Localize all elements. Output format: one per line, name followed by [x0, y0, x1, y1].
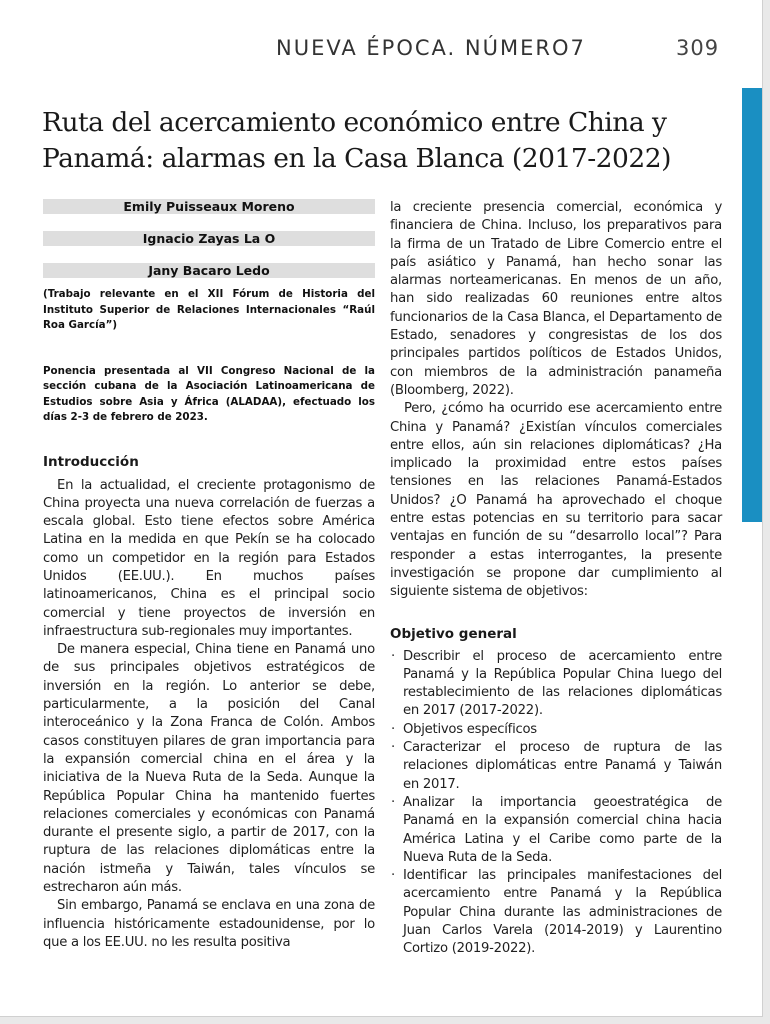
- bullet-marker: ·: [391, 721, 395, 737]
- bullet-marker: ·: [391, 794, 395, 810]
- body-paragraph: la creciente presencia comercial, económica y financiera de China. Incluso, los preparativos para la firma de un Tratado de Libre Comercio entre el país asiático y Panamá, han hecho sonar las alarmas norteamericanas. En menos de un año, han sido realizadas 60 reuniones entre altos funcionarios de la Casa Blanca, el Departamento de Estado, senadores y congresistas de los dos principales partidos políticos de Estados Unidos, con miembros de la administración panameña (Bloomberg, 2022).: [390, 200, 722, 398]
- author-name: Ignacio Zayas La O: [43, 231, 375, 246]
- page-number: 309: [676, 36, 720, 60]
- objective-item: [390, 648, 722, 721]
- objective-text: Analizar la importancia geoestratégica de Panamá en la expansión comercial china hacia América Latina y el Caribe como parte de la Nueva Ruta de la Seda.: [403, 794, 722, 865]
- running-title: NUEVA ÉPOCA. NÚMERO7: [276, 36, 586, 60]
- author-name: Emily Puisseaux Moreno: [43, 199, 375, 214]
- objective-item: [390, 739, 722, 794]
- article-title: Ruta del acercamiento económico entre China y Panamá: alarmas en la Casa Blanca (2017-2022): [42, 107, 671, 174]
- bullet-marker: ·: [391, 648, 395, 664]
- objectives-list: [390, 648, 722, 959]
- left-column: [43, 199, 375, 952]
- objective-text: Caracterizar el proceso de ruptura de las relaciones diplomáticas entre Panamá y Taiwán en 2017.: [403, 740, 722, 792]
- objective-item: [390, 867, 722, 958]
- objective-heading: Objetivo general: [390, 625, 517, 642]
- forum-note: (Trabajo relevante en el XII Fórum de Historia del Instituto Superior de Relaciones Internacionales “Raúl Roa García”): [43, 288, 375, 331]
- body-paragraph: Pero, ¿cómo ha ocurrido ese acercamiento entre China y Panamá? ¿Existían vínculos comerciales entre ellos, aún sin relaciones diplomáticas? ¿Ha implicado la proximidad entre estos países tensiones en las relaciones Panamá-Estados Unidos? ¿O Panamá ha aprovechado el choque entre estas potencias en su territorio para sacar ventajas en función de su “desarrollo local”? Para responder a estas interrogantes, la presente investigación se propone dar cumplimiento al siguiente sistema de objetivos:: [390, 401, 722, 600]
- objective-text: Identificar las principales manifestaciones del acercamiento entre Panamá y la República Popular China durante las administraciones de Juan Carlos Varela (2014-2019) y Laurentino Cortizo (2019-2022).: [403, 868, 722, 957]
- body-paragraph: De manera especial, China tiene en Panamá uno de sus principales objetivos estratégicos de inversión en la región. Lo anterior se debe, particularmente, a la posición del Canal interoceánico y la Zona Franca de Colón. Ambos casos constituyen pilares de gran importancia para la expansión comercial china en el área y la iniciativa de la Nueva Ruta de la Seda. Aunque la República Popular China ha mantenido fuertes relaciones comerciales y económicas con Panamá durante el presente siglo, a partir de 2017, con la ruptura de las relaciones diplomáticas entre la nación istmeña y Taiwán, tales vínculos se estrecharon aún más.: [43, 642, 375, 896]
- bullet-marker: ·: [391, 740, 395, 756]
- right-column: [390, 199, 722, 959]
- objective-text: Describir el proceso de acercamiento entre Panamá y la República Popular China luego del restablecimiento de las relaciones diplomáticas en 2017 (2017-2022).: [403, 648, 722, 719]
- objective-item: [390, 794, 722, 867]
- bullet-marker: ·: [391, 868, 395, 884]
- body-paragraph: En la actualidad, el creciente protagonismo de China proyecta una nueva correlación de fuerzas a escala global. Esto tiene efectos sobre América Latina en la medida en que Pekín se ha colocado como un competidor en la región para Estados Unidos (EE.UU.). En muchos países latinoamericanos, China es el principal socio comercial y tiene proyectos de inversión en infraestructura sub-regionales muy importantes.: [43, 477, 375, 639]
- body-paragraph: Sin embargo, Panamá se enclava en una zona de influencia históricamente estadounidense, por lo que a los EE.UU. no les resulta positiva: [43, 898, 375, 950]
- congress-note: Ponencia presentada al VII Congreso Nacional de la sección cubana de la Asociación Latinoamericana de Estudios sobre Asia y África (ALADAA), efectuado los días 2-3 de febrero de 2023.: [43, 364, 375, 423]
- author-name: Jany Bacaro Ledo: [43, 263, 375, 278]
- objective-text: Objetivos específicos: [403, 721, 537, 737]
- objective-item: [390, 721, 722, 739]
- section-color-tab: [742, 88, 762, 522]
- introduction-heading: Introducción: [43, 453, 139, 470]
